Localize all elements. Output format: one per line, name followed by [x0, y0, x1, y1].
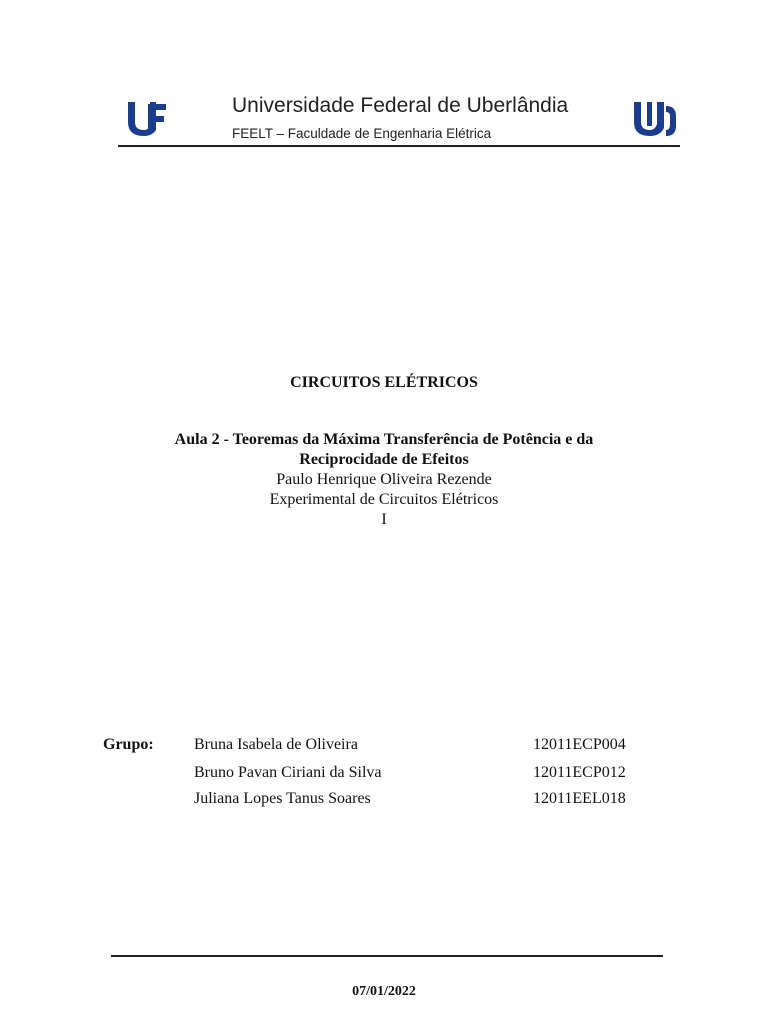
member-row — [103, 790, 663, 810]
member-row — [103, 736, 663, 756]
member-name: Bruno Pavan Ciriani da Silva — [194, 764, 382, 781]
discipline-line-1: Experimental de Circuitos Elétricos — [269, 491, 499, 508]
member-name: Bruna Isabela de Oliveira — [194, 736, 358, 753]
university-name: Universidade Federal de Uberlândia — [232, 94, 569, 117]
member-id: 12011EEL018 — [533, 790, 626, 807]
document-date: 07/01/2022 — [352, 984, 416, 999]
header-divider — [118, 145, 680, 147]
professor-name: Paulo Henrique Oliveira Rezende — [276, 471, 492, 488]
member-name: Juliana Lopes Tanus Soares — [194, 790, 371, 807]
member-row — [103, 764, 663, 784]
lesson-title-line-1: Aula 2 - Teoremas da Máxima Transferência de Potência e da — [174, 431, 594, 448]
group-label: Grupo: — [103, 736, 154, 753]
member-id: 12011ECP012 — [533, 764, 626, 781]
lesson-title-line-2: Reciprocidade de Efeitos — [299, 451, 469, 468]
ufu-logo-icon — [630, 96, 678, 140]
member-id: 12011ECP004 — [533, 736, 626, 753]
report-title-block — [134, 430, 634, 530]
faculty-name: FEELT – Faculdade de Engenharia Elétrica — [232, 126, 492, 141]
course-title: CIRCUITOS ELÉTRICOS — [290, 374, 478, 391]
discipline-line-2: I — [381, 511, 387, 528]
document-header — [0, 0, 768, 150]
footer-divider — [111, 955, 663, 957]
ufu-feelt-logo-icon — [122, 96, 170, 140]
